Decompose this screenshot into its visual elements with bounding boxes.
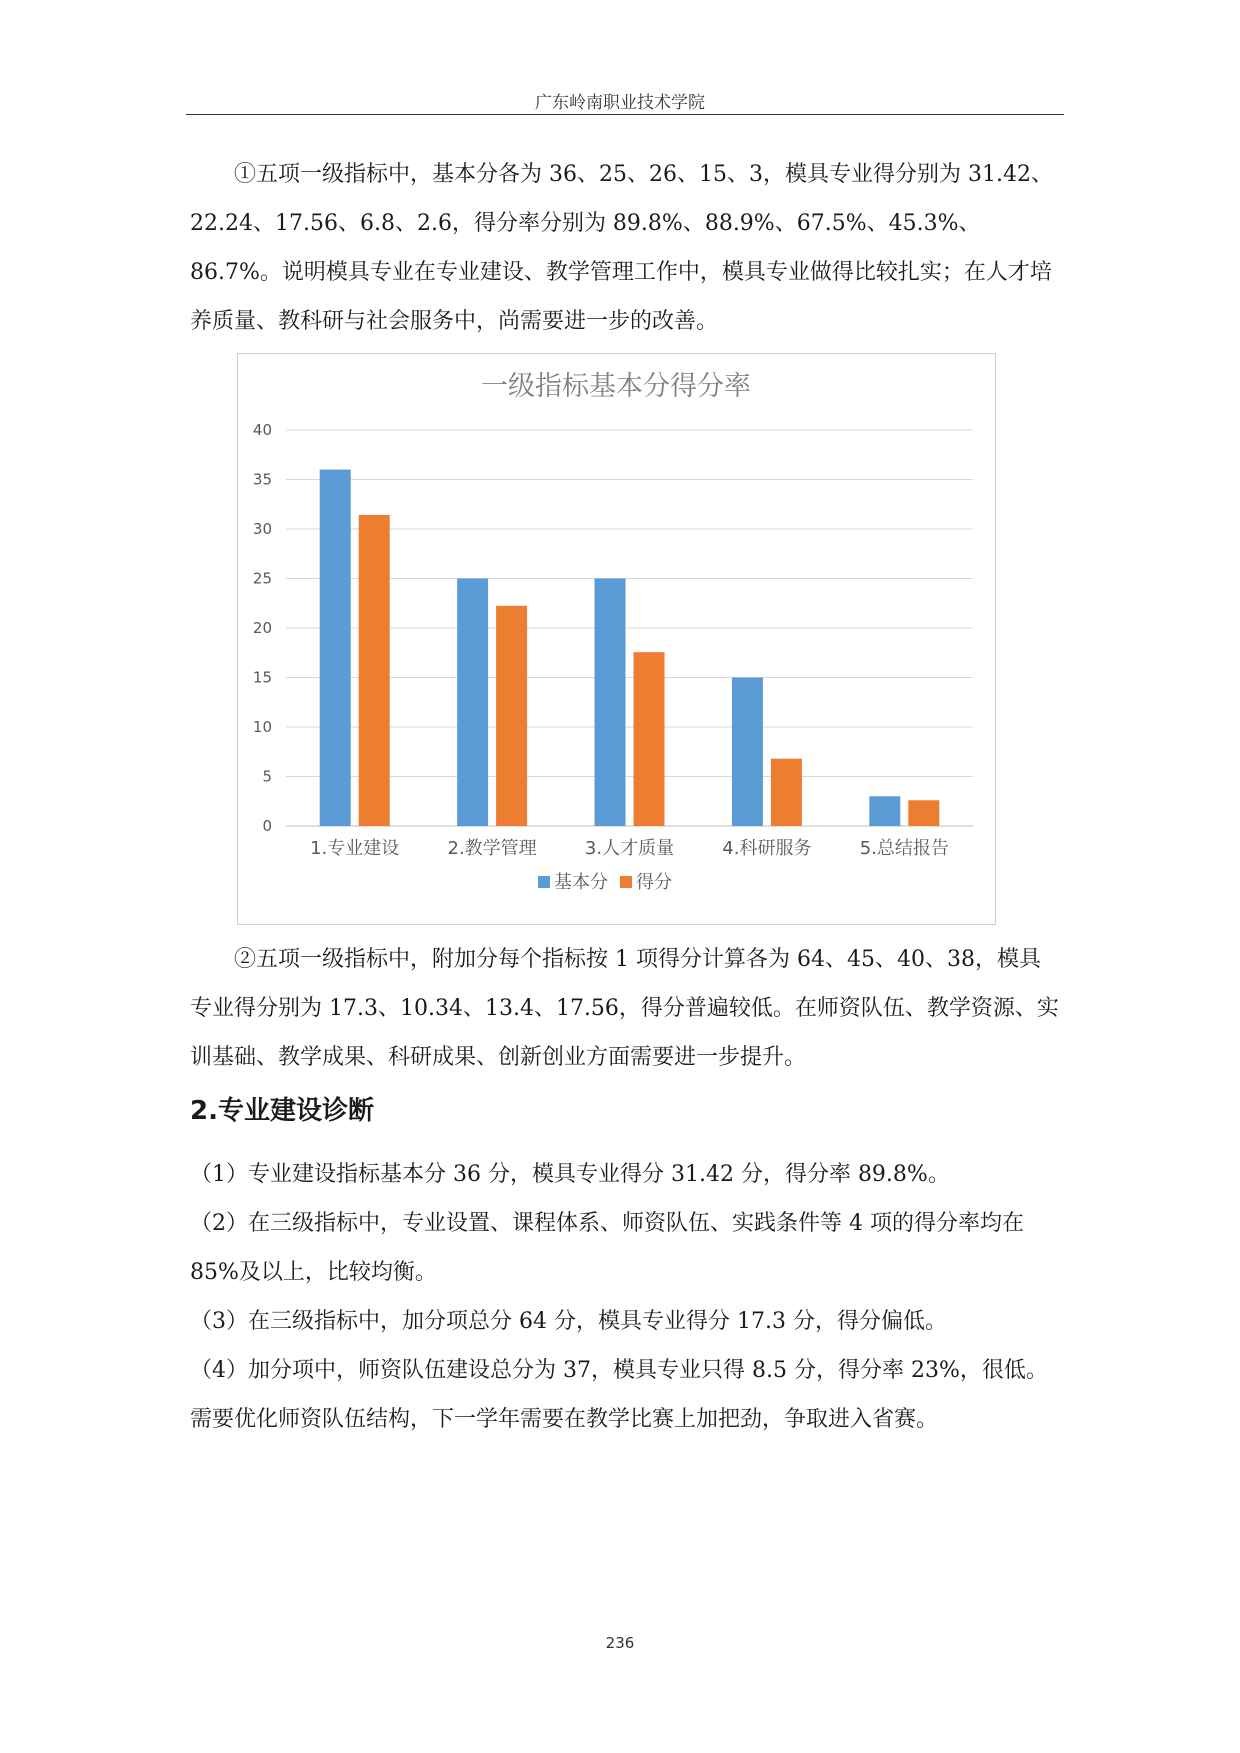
diagnosis-item-2: （2）在三级指标中，专业设置、课程体系、师资队伍、实践条件等 4 项的得分率均在 85%及以上，比较均衡。: [190, 1211, 1024, 1285]
x-tick-label: 1.专业建设: [310, 838, 400, 859]
bar-chart-svg: [238, 354, 995, 924]
legend-swatch: [538, 876, 550, 888]
paragraph-2-text: ②五项一级指标中，附加分每个指标按 1 项得分计算各为 64、45、40、38，模具专业得分别为 17.3、10.34、13.4、17.56，得分普遍较低。在师资队伍、教学资源、实训基础、教学成果、科研成果、创新创业方面需要进一步提升。: [190, 947, 1059, 1070]
y-tick-label: 0: [262, 817, 272, 835]
paragraph-1: [190, 150, 1060, 346]
bar-chart: [237, 353, 996, 925]
y-tick-label: 35: [252, 470, 272, 489]
diagnosis-list: [190, 1150, 1060, 1444]
bar-score: [359, 515, 390, 826]
x-tick-label: 2.教学管理: [447, 838, 537, 859]
bar-base-score: [595, 579, 626, 827]
x-tick-label: 5.总结报告: [859, 838, 949, 859]
bar-score: [908, 800, 939, 826]
bar-score: [771, 759, 802, 826]
bar-base-score: [732, 678, 763, 827]
y-tick-label: 30: [252, 520, 272, 538]
page-number: 236: [605, 1634, 635, 1652]
diagnosis-item-3: （3）在三级指标中，加分项总分 64 分，模具专业得分 17.3 分，得分偏低。: [190, 1309, 947, 1334]
legend-label: 基本分: [554, 872, 608, 893]
header-divider: [186, 114, 1064, 115]
y-tick-label: 5: [262, 767, 272, 786]
bar-base-score: [457, 579, 488, 827]
y-tick-label: 25: [252, 569, 272, 588]
x-tick-label: 3.人才质量: [584, 838, 675, 859]
chart-title: 一级指标基本分得分率: [481, 371, 751, 402]
bar-base-score: [320, 470, 351, 826]
diagnosis-item-1: （1）专业建设指标基本分 36 分，模具专业得分 31.42 分，得分率 89.8%。: [190, 1162, 950, 1187]
legend-label: 得分: [636, 872, 672, 893]
section-heading: 2.专业建设诊断: [190, 1096, 374, 1126]
y-tick-label: 20: [252, 619, 272, 637]
paragraph-2: [190, 935, 1060, 1082]
y-tick-label: 40: [252, 421, 272, 439]
y-tick-label: 15: [252, 668, 272, 687]
bar-base-score: [869, 796, 900, 826]
y-tick-label: 10: [252, 718, 272, 736]
x-tick-label: 4.科研服务: [722, 838, 812, 859]
diagnosis-item-4: （4）加分项中，师资队伍建设总分为 37，模具专业只得 8.5 分，得分率 23%，很低。需要优化师资队伍结构，下一学年需要在教学比赛上加把劲，争取进入省赛。: [190, 1358, 1048, 1432]
page-header-title: 广东岭南职业技术学院: [535, 93, 705, 113]
bar-score: [496, 606, 527, 826]
paragraph-1-text: ①五项一级指标中，基本分各为 36、25、26、15、3，模具专业得分别为 31.42、22.24、17.56、6.8、2.6，得分率分别为 89.8%、88.9%、67.5%、45.3%、86.7%。说明模具专业在专业建设、教学管理工作中，模具专业做得比较扎实；在人才培养质量、教科研与社会服务中，尚需要进一步的改善。: [190, 162, 1053, 334]
bar-score: [634, 652, 665, 826]
legend-swatch: [620, 876, 632, 888]
